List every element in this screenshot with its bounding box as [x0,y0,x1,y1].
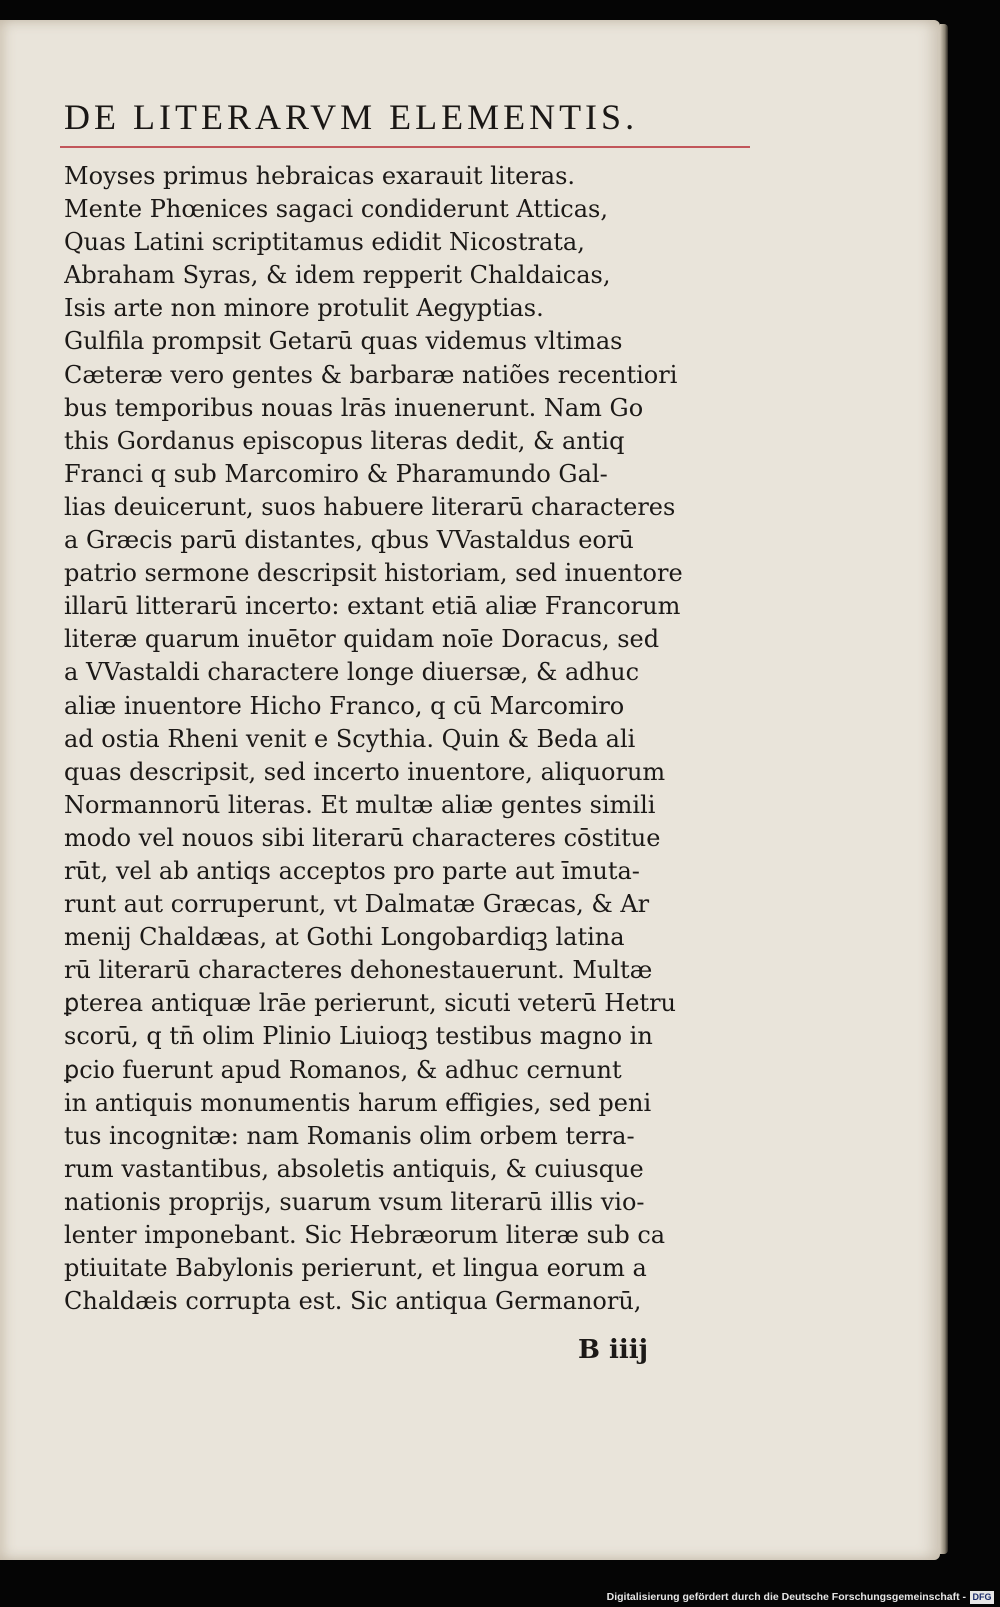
text-line: Gulfila prompsit Getarū quas videmus vltimas [64,327,623,356]
signature-mark: B iiij [578,1335,649,1365]
text-line: lenter imponebant. Sic Hebræorum literæ sub ca [64,1221,666,1249]
page-heading: DE LITERARVM ELEMENTIS. [64,97,639,137]
text-line: scorū, q tn̄ olim Plinio Liuioqꝫ testibus magno in [64,1022,653,1051]
page-edge [940,24,948,1554]
text-line: this Gordanus episcopus literas dedit, & antiq [64,426,625,455]
dfg-logo: DFG [970,1591,994,1604]
text-line: Moyses primus hebraicas exarauit literas. [64,162,576,190]
text-line: ꝑcio fuerunt apud Romanos, & adhuc cernunt [64,1055,622,1084]
text-line: Franci q sub Marcomiro & Pharamundo Gal- [64,459,608,488]
text-line: tus incognitæ: nam Romanis olim orbem terra- [64,1121,635,1150]
body-text [64,160,764,1318]
text-line: a Græcis parū distantes, qbus VVastaldus eorū [64,526,634,555]
text-line: aliæ inuentore Hicho Franco, q cū Marcomiro [64,691,625,720]
text-line: literæ quarum inuētor quidam noīe Doracus, sed [64,625,660,654]
text-line: Cæteræ vero gentes & barbaræ natiões recentiori [64,360,678,389]
text-line: Chaldæis corrupta est. Sic antiqua Germanorū, [64,1287,642,1316]
heading-rule [60,146,750,148]
text-line: runt aut corruperunt, vt Dalmatæ Græcas, & Ar [64,890,650,919]
text-line: in antiquis monumentis harum effigies, sed peni [64,1088,652,1117]
text-line: Normannorū literas. Et multæ aliæ gentes simili [64,790,656,819]
text-line: rum vastantibus, absoletis antiquis, & cuiusque [64,1154,644,1183]
text-line: bus temporibus nouas lrās inuenerunt. Nam Go [64,393,644,422]
text-line: ad ostia Rheni venit e Scythia. Quin & Beda ali [64,724,636,753]
digitization-credit: Digitalisierung gefördert durch die Deutsche Forschungsgemeinschaft - [606,1591,966,1603]
text-line: illarū litterarū incerto: extant etiā aliæ Francorum [64,592,681,621]
text-line: Mente Phœnices sagaci condiderunt Atticas, [64,195,608,224]
text-line: modo vel nouos sibi literarū characteres cōstitue [64,823,661,852]
text-line: menij Chaldæas, at Gothi Longobardiqꝫ latina [64,923,625,952]
text-line: rū literarū characteres dehonestauerunt. Multæ [64,956,653,985]
text-line: ꝑterea antiquæ lrāe perierunt, sicuti veterū Hetru [64,989,676,1018]
text-line: Quas Latini scriptitamus edidit Nicostrata, [64,228,585,257]
text-line: ptiuitate Babylonis perierunt, et lingua eorum a [64,1254,647,1283]
text-line: a VVastaldi charactere longe diuersæ, & adhuc [64,658,640,687]
text-line: nationis proprijs, suarum vsum literarū illis vio- [64,1187,645,1216]
text-line: patrio sermone descripsit historiam, sed inuentore [64,559,683,588]
text-line: rūt, vel ab antiqs acceptos pro parte aut īmuta- [64,856,640,885]
text-line: Abraham Syras, & idem repperit Chaldaicas, [64,261,611,290]
text-line: Isis arte non minore protulit Aegyptias. [64,294,544,323]
text-line: quas descripsit, sed incerto inuentore, aliquorum [64,757,666,786]
text-line: lias deuicerunt, suos habuere literarū characteres [64,492,676,521]
